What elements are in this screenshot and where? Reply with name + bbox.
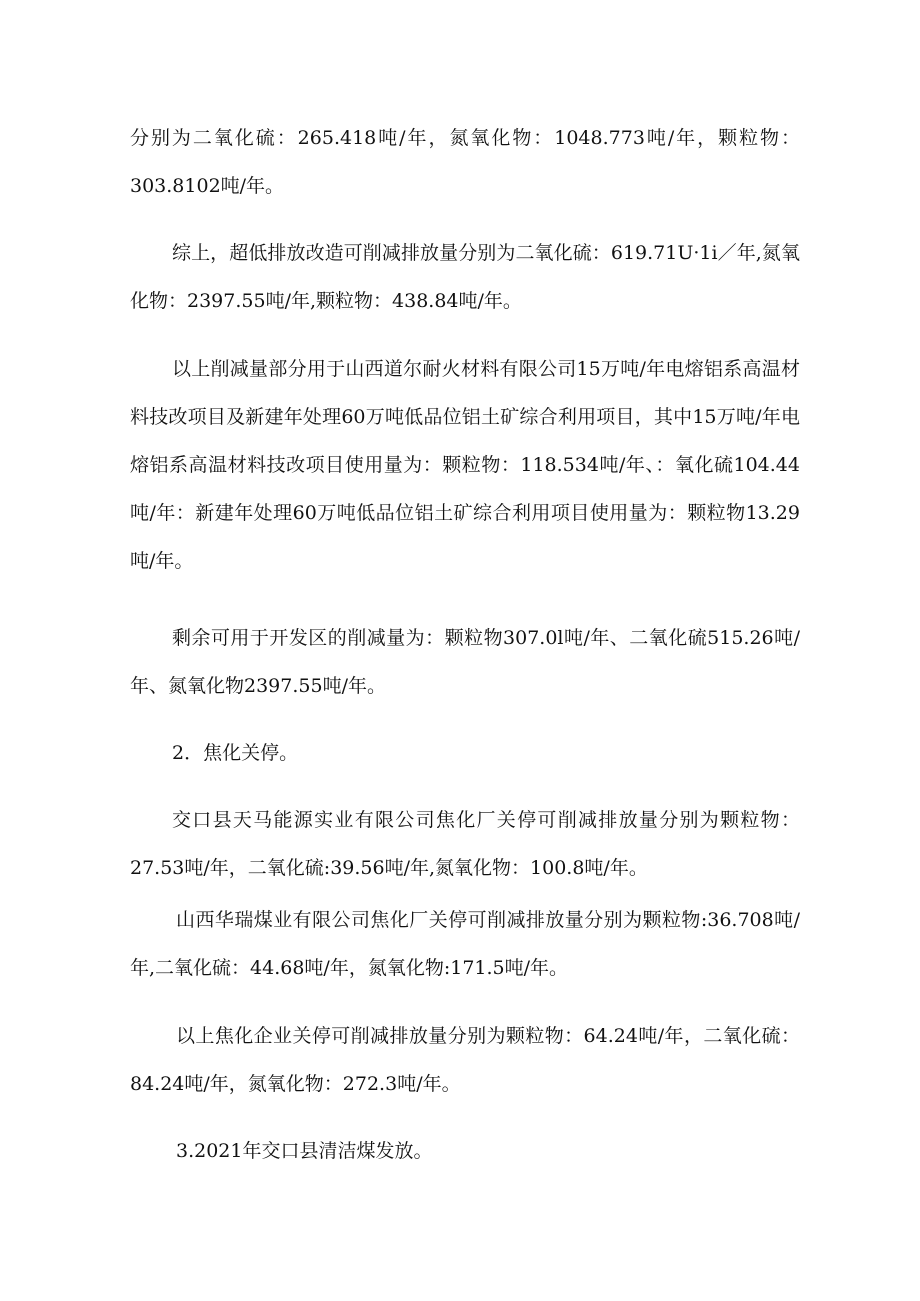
paragraph-reduction-usage: 以上削减量部分用于山西道尔耐火材料有限公司15万吨/年电熔铝系高温材料技改项目及新建年处理60万吨低品位铝土矿综合利用项目，其中15万吨/年电熔铝系高温材料技改项目使用量为：颗粒物：118.534吨/年、：氧化硫104.44吨/年：新建年处理60万吨低品位铝土矿综合利用项目使用量为：颗粒物13.29吨/年。 [130,358,800,572]
paragraph-remaining-reduction: 剩余可用于开发区的削减量为：颗粒物307.0l吨/年、二氧化硫515.26吨/年、氮氧化物2397.55吨/年。 [130,627,800,697]
section-heading-clean-coal: 3.2021年交口县清洁煤发放。 [176,1140,433,1162]
paragraph-coking-summary: 以上焦化企业关停可削减排放量分别为颗粒物：64.24吨/年，二氧化硫：84.24吨/年，氮氧化物：272.3吨/年。 [130,1025,800,1095]
paragraph-ultra-low-summary: 综上，超低排放改造可削减排放量分别为二氧化硫：619.71U·1i／年,氮氧化物：2397.55吨/年,颗粒物：438.84吨/年。 [130,242,800,312]
paragraph-tianma-coking: 交口县天马能源实业有限公司焦化厂关停可削减排放量分别为颗粒物：27.53吨/年，二氧化硫:39.56吨/年,氮氧化物：100.8吨/年。 [130,809,800,879]
section-heading-coking-shutdown: 2．焦化关停。 [172,742,299,764]
paragraph-huarui-coking: 山西华瑞煤业有限公司焦化厂关停可削减排放量分别为颗粒物:36.708吨/年,二氧化硫：44.68吨/年，氮氧化物:171.5吨/年。 [130,909,800,979]
paragraph-emission-values: 分别为二氧化硫：265.418吨/年，氮氧化物：1048.773吨/年，颗粒物：303.8102吨/年。 [130,127,800,197]
